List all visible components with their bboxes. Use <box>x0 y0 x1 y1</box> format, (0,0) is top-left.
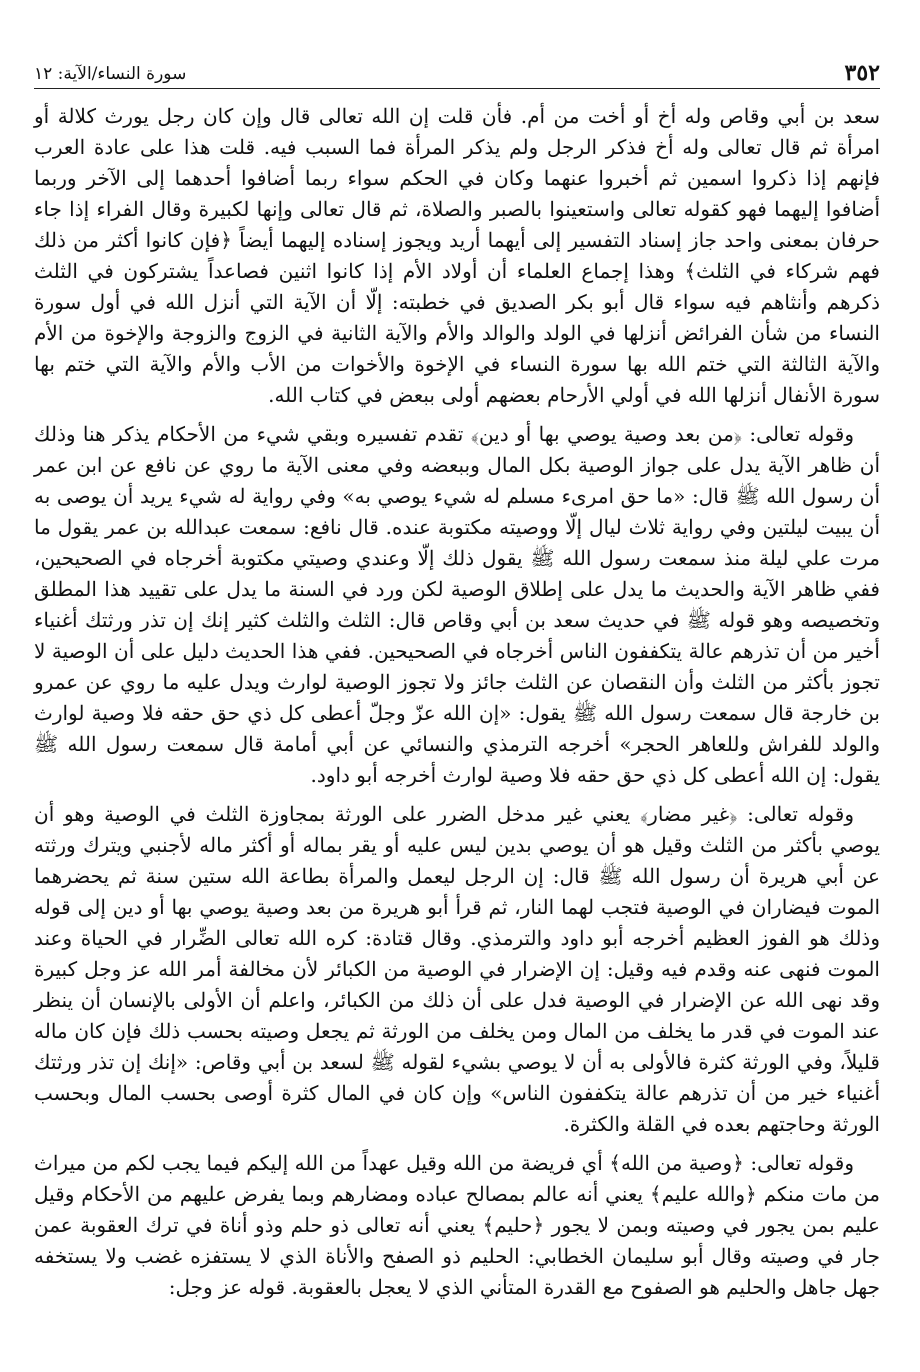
paragraph-4: وقوله تعالى: ﴿وصية من الله﴾ أي فريضة من الله وقيل عهداً من الله إليكم فيما يجب لكم من ميراث من مات منكم ﴿والله عليم﴾ يعني أنه عالم بمصالح عباده ومضارهم وبما يفرض عليهم من الأحكام وقيل عليم بمن يجور في وصيته وبمن لا يجور ﴿حليم﴾ يعني أنه تعالى ذو حلم وذو أناة في ترك العقوبة عمن جار في وصيته وقال أبو سليمان الخطابي: الحليم ذو الصفح والأناة الذي لا يستفزه غضب ولا يستخفه جهل جاهل والحليم هو الصفوح مع القدرة المتأني الذي لا يعجل بالعقوبة. قوله عز وجل: <box>34 1151 880 1299</box>
body-text <box>34 101 880 1303</box>
running-title: سورة النساء/الآية: ١٢ <box>34 64 187 84</box>
page-header <box>34 48 880 89</box>
paragraph-2: وقوله تعالى: ﴿من بعد وصية يوصي بها أو دين﴾ تقدم تفسيره وبقي شيء من الأحكام يذكر هنا وذلك أن ظاهر الآية يدل على جواز الوصية بكل المال وببعضه وفي معنى الآية ما روي عن نافع عن ابن عمر أن رسول الله ﷺ قال: «ما حق امرىء مسلم له شيء يوصي به» وفي رواية له شيء يريد أن يوصى به أن يبيت ليلتين وفي رواية ثلاث ليال إلّا ووصيته مكتوبة عنده. قال نافع: سمعت عبدالله بن عمر يقول ما مرت علي ليلة منذ سمعت رسول الله ﷺ يقول ذلك إلّا وعندي وصيتي مكتوبة أخرجاه في الصحيحين، ففي ظاهر الآية والحديث ما يدل على إطلاق الوصية لكن ورد في السنة ما يدل على تقييد هذا المطلق وتخصيصه وهو قوله ﷺ في حديث سعد بن أبي وقاص قال: الثلث والثلث كثير إنك إن تذر ورثتك أغنياء أخير من أن تذرهم عالة يتكففون الناس أخرجاه في الصحيحين. ففي هذا الحديث دليل على أن الوصية لا تجوز بأكثر من الثلث وأن النقصان عن الثلث جائز ولا تجوز الوصية لوارث ويدل عليه ما روي عن عمرو بن خارجة قال سمعت رسول الله ﷺ يقول: «إن الله عزّ وجلّ أعطى كل ذي حق حقه فلا وصية لوارث والولد للفراش وللعاهر الحجر» أخرجه الترمذي والنسائي عن أبي أمامة قال سمعت رسول الله ﷺ يقول: إن الله أعطى كل ذي حق حقه فلا وصية لوارث أخرجه أبو داود. <box>34 422 880 787</box>
page-number: ٣٥٢ <box>844 60 880 86</box>
paragraph-1: سعد بن أبي وقاص وله أخ أو أخت من أم. فأن قلت إن الله تعالى قال وإن كان رجل يورث كلالة أو امرأة ثم قال تعالى وله أخ فذكر الرجل ولم يذكر المرأة فما السبب فيه. قلت هذا على عادة العرب فإنهم إذا ذكروا اسمين ثم أخبروا عنهما وكان في الحكم سواء ربما أضافوا أحدهما إلى الآخر وربما أضافوا إليهما فهو كقوله تعالى واستعينوا بالصبر والصلاة، ثم قال تعالى وإنها لكبيرة وقال الفراء إذا جاء حرفان بمعنى واحد جاز إسناد التفسير إلى أيهما أريد ويجوز إسناده إليهما أيضاً ﴿فإن كانوا أكثر من ذلك فهم شركاء في الثلث﴾ وهذا إجماع العلماء أن أولاد الأم إذا كانوا اثنين فصاعداً يشتركون في الثلث ذكرهم وأنثاهم فيه سواء قال أبو بكر الصديق في خطبته: إلّا أن الآية التي أنزل الله في أول سورة النساء من شأن الفرائض أنزلها في الولد والوالد والأم والآية الثانية في الزوج والزوجة والإخوة من الأم والآية الثالثة التي ختم الله بها سورة النساء في الإخوة والأخوات من الأب والأم والآية التي ختم بها سورة الأنفال أنزلها الله في أولي الأرحام بعضهم أولى ببعض في كتاب الله. <box>34 104 880 407</box>
paragraph-3: وقوله تعالى: ﴿غير مضار﴾ يعني غير مدخل الضرر على الورثة بمجاوزة الثلث في الوصية وهو أن يوصي بأكثر من الثلث وقيل هو أن يوصي بدين ليس عليه أو يقر بماله أو أكثر ماله لأجنبي ويترك ورثته عن أبي هريرة أن رسول الله ﷺ قال: إن الرجل ليعمل والمرأة بطاعة الله ستين سنة ثم يحضرهما الموت فيضاران في الوصية فتجب لهما النار، ثم قرأ أبو هريرة من بعد وصية يوصي بها أو دين إلى قوله وذلك هو الفوز العظيم أخرجه أبو داود والترمذي. وقال قتادة: كره الله تعالى الضِّرار في الحياة وعند الموت فنهى عنه وقدم فيه وقيل: إن الإضرار في الوصية من الكبائر لأن مخالفة أمر الله عز وجل كبيرة وقد نهى الله عن الإضرار في الوصية فدل على أن ذلك من الكبائر، واعلم أن الأولى بالإنسان أن ينظر عند الموت في قدر ما يخلف من المال ومن يخلف من الورثة ثم يجعل وصيته بحسب ذلك فإن كان ماله قليلاً، وفي الورثة كثرة فالأولى به أن لا يوصي بشيء لقوله ﷺ لسعد بن أبي وقاص: «إنك إن تذر ورثتك أغنياء خير من أن تذرهم عالة يتكففون الناس» وإن كان في المال كثرة أوصى بحسب المال وبحسب الورثة وحاجتهم بعده في القلة والكثرة. <box>34 802 880 1136</box>
